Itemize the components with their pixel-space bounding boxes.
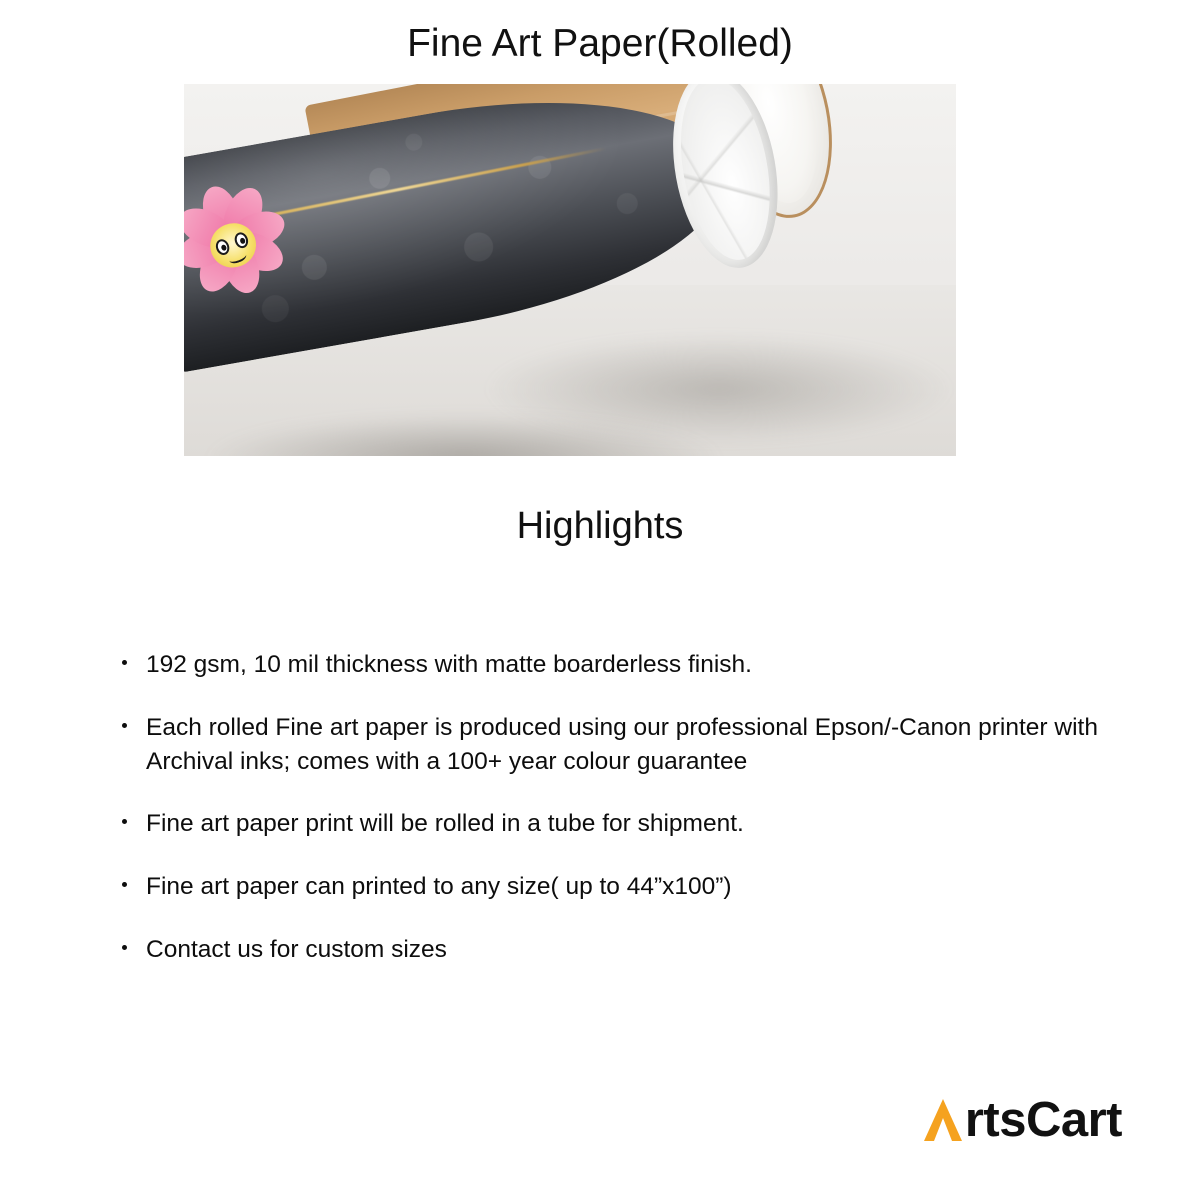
list-item bbox=[118, 933, 1128, 967]
list-item bbox=[118, 648, 1128, 682]
list-item-text: Fine art paper print will be rolled in a tube for shipment. bbox=[146, 810, 744, 838]
page-title: Fine Art Paper(Rolled) bbox=[407, 22, 793, 65]
highlights-list bbox=[118, 648, 1128, 996]
section-heading-highlights: Highlights bbox=[516, 505, 684, 547]
hero-product-image bbox=[184, 84, 956, 456]
list-item bbox=[118, 711, 1128, 779]
bullet-dot-icon bbox=[122, 660, 127, 665]
photo-background bbox=[184, 84, 956, 456]
bullet-dot-icon bbox=[122, 882, 127, 887]
logo-a-mark-icon bbox=[923, 1096, 963, 1144]
list-item-text: 192 gsm, 10 mil thickness with matte boarderless finish. bbox=[146, 651, 752, 678]
list-item bbox=[118, 807, 1128, 841]
bullet-dot-icon bbox=[122, 819, 127, 824]
bullet-dot-icon bbox=[122, 945, 127, 950]
list-item bbox=[118, 870, 1128, 904]
list-item-text: Contact us for custom sizes bbox=[146, 935, 447, 963]
list-item-text: Each rolled Fine art paper is produced using our professional Epson/-Canon printer with Archival inks; comes with a 100+ year colour guarantee bbox=[146, 713, 1098, 775]
logo-text: rtsCart bbox=[964, 1093, 1122, 1147]
bullet-dot-icon bbox=[122, 723, 127, 728]
list-item-text: Fine art paper can printed to any size( up to 44”x100”) bbox=[146, 873, 732, 901]
photo-shadow bbox=[204, 414, 724, 456]
artscart-logo bbox=[923, 1092, 1122, 1148]
